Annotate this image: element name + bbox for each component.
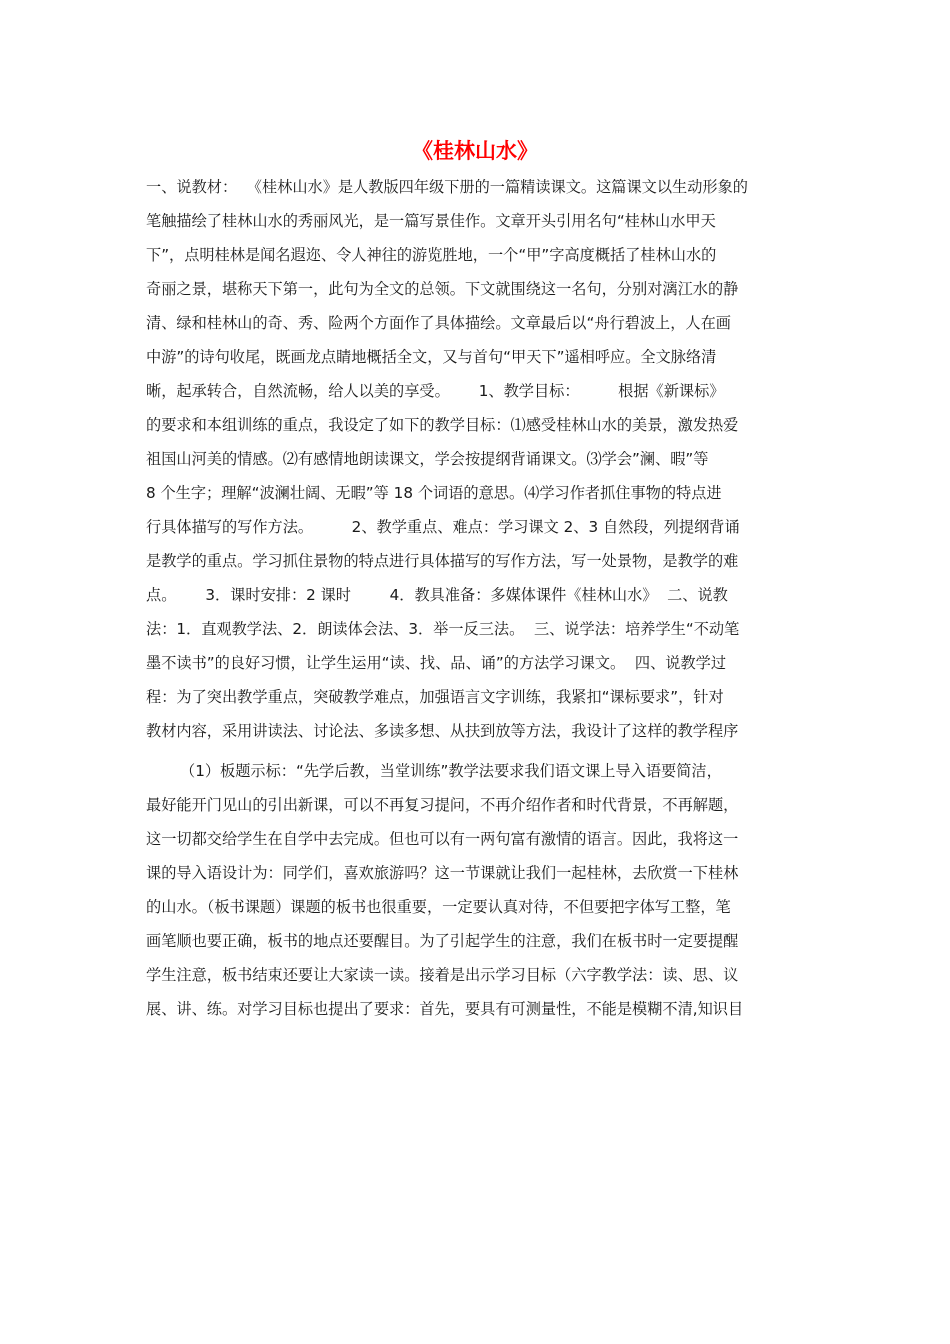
document-body <box>146 170 816 1026</box>
text-line: 学生注意，板书结束还要让大家读一读。接着是出示学习目标（六字教学法：读、思、议 <box>146 966 739 984</box>
text-line: 清、绿和桂林山的奇、秀、险两个方面作了具体描绘。文章最后以“舟行碧波上，人在画 <box>146 314 731 332</box>
text-line: 这一切都交给学生在自学中去完成。但也可以有一两句富有激情的语言。因此，我将这一 <box>146 830 739 848</box>
text-line: 课的导入语设计为：同学们，喜欢旅游吗？这一节课就让我们一起桂林，去欣赏一下桂林 <box>146 864 739 882</box>
text-line: 一、说教材： 《桂林山水》是人教版四年级下册的一篇精读课文。这篇课文以生动形象的 <box>146 178 748 196</box>
text-line: 展、讲、练。对学习目标也提出了要求：首先，要具有可测量性，不能是模糊不清,知识目 <box>146 1000 744 1018</box>
text-line: 墨不读书”的良好习惯，让学生运用“读、找、品、诵”的方法学习课文。 四、说教学过 <box>146 654 727 672</box>
text-line: 教材内容，采用讲读法、讨论法、多读多想、从扶到放等方法，我设计了这样的教学程序 <box>146 722 739 740</box>
paragraph-main <box>146 170 816 748</box>
text-line: 笔触描绘了桂林山水的秀丽风光，是一篇写景佳作。文章开头引用名句“桂林山水甲天 <box>146 212 716 230</box>
text-line: 是教学的重点。学习抓住景物的特点进行具体描写的写作方法，写一处景物，是教学的难 <box>146 552 739 570</box>
text-line: 的山水。（板书课题）课题的板书也很重要，一定要认真对待，不但要把字体写工整，笔 <box>146 898 731 916</box>
document-title: 《桂林山水》 <box>412 138 538 163</box>
text-line: 晰，起承转合，自然流畅，给人以美的享受。 1、教学目标： 根据《新课标》 <box>146 382 725 400</box>
text-line: 行具体描写的写作方法。 2、教学重点、难点：学习课文 2、3 自然段，列提纲背诵 <box>146 518 740 536</box>
text-line: 程：为了突出教学重点，突破教学难点，加强语言文字训练，我紧扣“课标要求”，针对 <box>146 688 724 706</box>
text-line: 最好能开门见山的引出新课，可以不再复习提问，不再介绍作者和时代背景，不再解题， <box>146 796 739 814</box>
text-line: 的要求和本组训练的重点，我设定了如下的教学目标：⑴感受桂林山水的美景，激发热爱 <box>146 416 739 434</box>
paragraph-procedure <box>146 754 816 1026</box>
text-line: 祖国山河美的情感。⑵有感情地朗读课文，学会按提纲背诵课文。⑶学会”澜、暇”等 <box>146 450 709 468</box>
text-line: 画笔顺也要正确，板书的地点还要醒目。为了引起学生的注意，我们在板书时一定要提醒 <box>146 932 739 950</box>
text-line: 中游”的诗句收尾，既画龙点睛地概括全文，又与首句“甲天下”遥相呼应。全文脉络清 <box>146 348 717 366</box>
text-line: 8 个生字；理解“波澜壮阔、无暇”等 18 个词语的意思。⑷学习作者抓住事物的特点进 <box>146 484 722 502</box>
text-line: 下”，点明桂林是闻名遐迩、令人神往的游览胜地，一个“甲”字高度概括了桂林山水的 <box>146 246 717 264</box>
text-line: 奇丽之景，堪称天下第一，此句为全文的总领。下文就围绕这一名句，分别对漓江水的静 <box>146 280 739 298</box>
text-line-indented: （1）板题示标：“先学后教，当堂训练”教学法要求我们语文课上导入语要简洁， <box>180 762 722 780</box>
text-line: 点。 3．课时安排：2 课时 4．教具准备：多媒体课件《桂林山水》 二、说教 <box>146 586 728 604</box>
text-line: 法：1．直观教学法、2．朗读体会法、3．举一反三法。 三、说学法：培养学生“不动笔 <box>146 620 740 638</box>
